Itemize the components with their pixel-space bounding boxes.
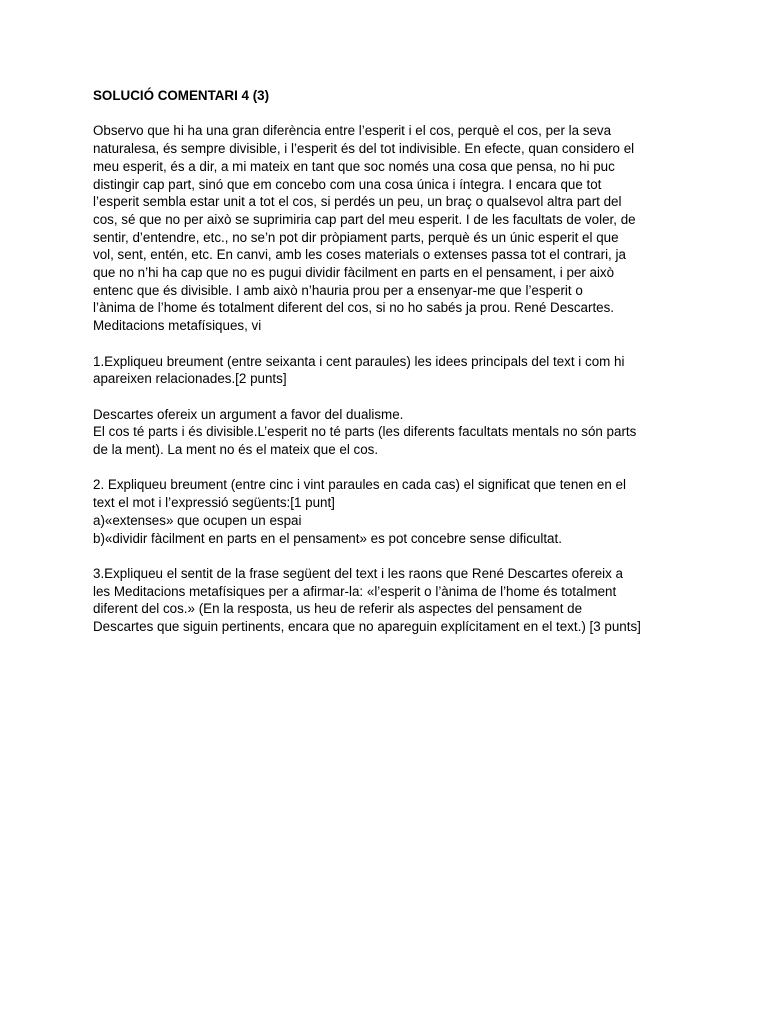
question-line: les Meditacions metafísiques per a afirmar-la: «l’esperit o l’ànima de l’home és totalment — [93, 583, 617, 599]
text-line: sentir, d’entendre, etc., no se’n pot dir pròpiament parts, perquè és un únic esperit el que — [93, 229, 619, 245]
text-line: que no n’hi ha cap que no es pugui dividir fàcilment en parts en el pensament, i per això — [93, 265, 615, 281]
text-line: l’ànima de l’home és totalment diferent del cos, si no ho sabés ja prou. René Descartes. — [93, 300, 615, 316]
answer-line: El cos té parts i és divisible.L’esperit no té parts (les diferents facultats mentals no són parts — [93, 424, 637, 440]
text-line: cos, sé que no per això se suprimiria cap part del meu esperit. I de les facultats de voler, de — [93, 211, 636, 227]
text-line: meu esperit, és a dir, a mi mateix en tant que soc només una cosa que pensa, no hi puc — [93, 158, 615, 174]
document-body — [93, 87, 683, 653]
text-line: entenc que és divisible. I amb això n’hauria prou per a ensenyar-me que l’esperit o — [93, 282, 583, 298]
answer-line: de la ment). La ment no és el mateix que el cos. — [93, 442, 379, 458]
question-line: diferent del cos.» (En la resposta, us heu de referir als aspectes del pensament de — [93, 601, 583, 617]
text-line: vol, sent, entén, etc. En canvi, amb les coses materials o extenses passa tot el contrari, ja — [93, 247, 626, 263]
question-line: text el mot i l’expressió següents:[1 punt] — [93, 495, 335, 511]
text-line: Meditacions metafísiques, vi — [93, 318, 262, 334]
text-line: l’esperit sembla estar unit a tot el cos, si perdés un peu, un braç o qualsevol altra part del — [93, 194, 622, 210]
question-line: 2. Expliqueu breument (entre cinc i vint paraules en cada cas) el significat que tenen en el — [93, 477, 626, 493]
text-line: naturalesa, és sempre divisible, i l’esperit és del tot indivisible. En efecte, quan considero el — [93, 141, 635, 157]
question-line: apareixen relacionades.[2 punts] — [93, 371, 287, 387]
answer-line: Descartes ofereix un argument a favor del dualisme. — [93, 406, 404, 422]
question-line: Descartes que siguin pertinents, encara que no apareguin explícitament en el text.) [3 punts] — [93, 619, 641, 635]
question-1 — [93, 353, 683, 388]
question-3 — [93, 565, 683, 636]
text-line: distingir cap part, sinó que em concebo com una cosa única i íntegra. I encara que tot — [93, 176, 602, 192]
document-title: SOLUCIÓ COMENTARI 4 (3) — [93, 88, 270, 103]
source-text-paragraph — [93, 122, 683, 334]
answer-1 — [93, 406, 683, 459]
text-line: Observo que hi ha una gran diferència entre l’esperit i el cos, perquè el cos, per la seva — [93, 123, 612, 139]
question-line: 3.Expliqueu el sentit de la frase següent del text i les raons que René Descartes ofereix a — [93, 565, 623, 581]
question-line: 1.Expliqueu breument (entre seixanta i cent paraules) les idees principals del text i com hi — [93, 353, 625, 369]
answer-line: a)«extenses» que ocupen un espai — [93, 512, 302, 528]
answer-line: b)«dividir fàcilment en parts en el pensament» es pot concebre sense dificultat. — [93, 530, 562, 546]
question-2 — [93, 476, 683, 547]
